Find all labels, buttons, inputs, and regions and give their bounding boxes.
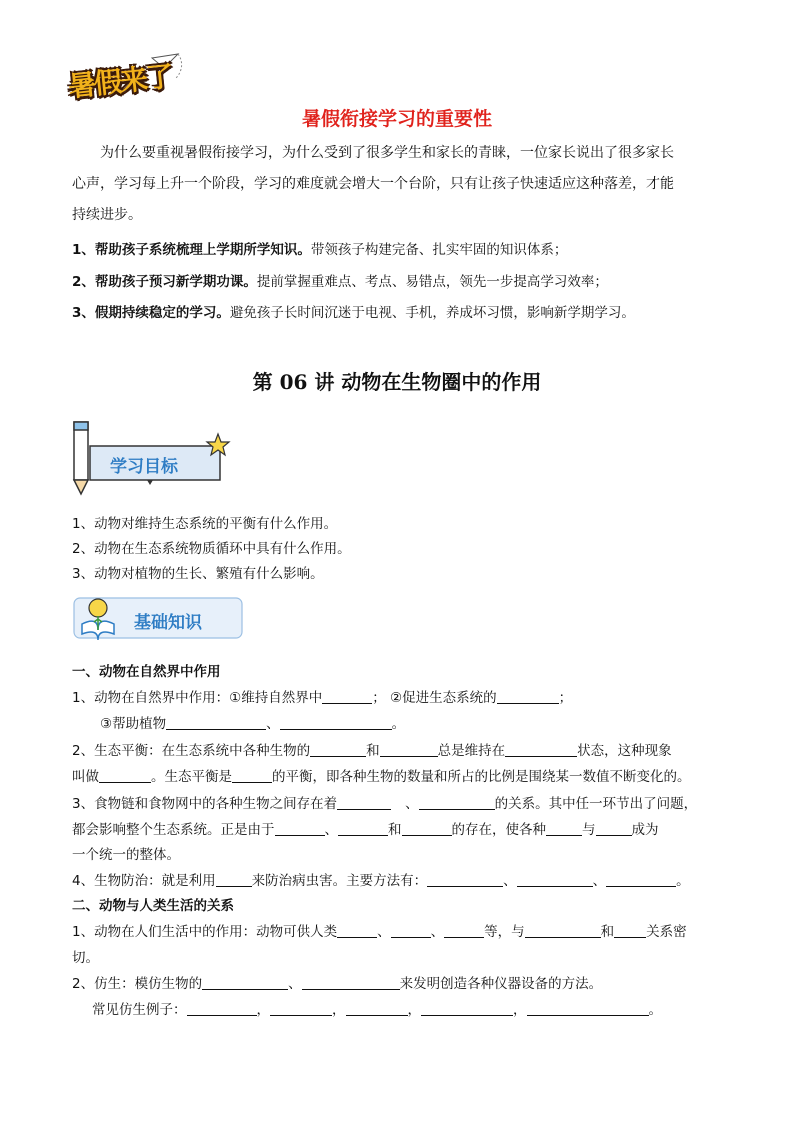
text: 1、动物在人们生活中的作用：动物可供人类 [72,924,338,940]
text: 3、食物链和食物网中的各种生物之间存在着 [72,796,338,812]
blank[interactable] [606,872,676,887]
text: ， [407,1002,421,1018]
text: 2、生态平衡：在生态系统中各种生物的 [72,743,311,759]
blank[interactable] [546,821,582,836]
text: 成为 [631,822,659,838]
point-2-text: 提前掌握重难点、考点、易错点，领先一步提高学习效率； [256,274,608,290]
text: 、 [377,924,391,940]
blank[interactable] [497,689,559,704]
blank[interactable] [232,768,272,783]
s1-line-8 [72,869,722,889]
blank[interactable] [338,821,388,836]
blank[interactable] [337,923,377,938]
goal-item-1: 1、动物对维持生态系统的平衡有什么作用。 [72,516,338,532]
goals-label: 学习目标 [110,457,178,477]
text: ； ②促进生态系统的 [372,690,497,706]
text: 和 [388,822,402,838]
intro-line-3: 持续进步。 [72,207,142,223]
blank[interactable] [525,923,601,938]
point-1-text: 带领孩子构建完备、扎实牢固的知识体系； [310,242,568,258]
blank[interactable] [99,768,151,783]
blank[interactable] [517,872,593,887]
text: 的关系。其中任一环节出了问题， [494,796,698,812]
point-1-bold: 1、帮助孩子系统梳理上学期所学知识。 [72,242,311,258]
blank[interactable] [302,975,400,990]
point-2 [72,270,722,290]
goal-item-2: 2、动物在生态系统物质循环中具有什么作用。 [72,541,351,557]
blank[interactable] [337,795,391,810]
blank[interactable] [444,923,484,938]
intro-line-2: 心声，学习每上升一个阶段，学习的难度就会增大一个台阶，只有让孩子快速适应这种落差，才能 [72,176,674,192]
text: 、 [592,873,607,889]
blank[interactable] [275,821,325,836]
text: 的存在，使各种 [451,822,546,838]
point-3-text: 避免孩子长时间沉迷于电视、手机，养成坏习惯，影响新学期学习。 [229,305,635,321]
goal-item-3: 3、动物对植物的生长、繁殖有什么影响。 [72,566,324,582]
s1-line-2 [100,712,750,732]
blank[interactable] [322,689,372,704]
text: ， [513,1002,527,1018]
text: ， [256,1002,270,1018]
text: 关系密 [646,924,687,940]
s2-line-4 [92,998,742,1018]
blank[interactable] [310,742,366,757]
blank[interactable] [216,872,252,887]
text: 状态，这种现象 [577,743,672,759]
lecture-title: 第 06 讲 动物在生物圈中的作用 [252,370,542,394]
point-3 [72,301,722,321]
intro-paragraph [72,138,722,231]
text: 、 [324,822,338,838]
section-1-title: 一、动物在自然界中作用 [72,664,221,680]
basics-label: 基础知识 [134,613,202,633]
text: 4、生物防治：就是利用 [72,873,216,889]
text: 与 [582,822,596,838]
text: 、 [503,873,517,889]
text: 等，与 [484,924,525,940]
text: 。生态平衡是 [151,769,232,785]
text: 和 [366,743,380,759]
blank[interactable] [421,1001,513,1016]
s1-line-5 [72,792,722,812]
blank[interactable] [280,715,392,730]
text: ； [558,690,573,706]
point-3-bold: 3、假期持续稳定的学习。 [72,305,230,321]
text: 都会影响整个生态系统。正是由于 [72,822,275,838]
text: 叫做 [72,769,99,785]
text: 来发明创造各种仪器设备的方法。 [399,976,603,992]
s1-line-6 [72,818,722,838]
s1-line-3 [72,739,722,759]
blank[interactable] [346,1001,408,1016]
s1-line-7: 一个统一的整体。 [72,847,180,863]
text: 来防治病虫害。主要方法有： [251,873,428,889]
text: ， [332,1002,346,1018]
text: 、 [288,976,302,992]
goals-badge [68,418,236,496]
section-2-title: 二、动物与人类生活的关系 [72,898,234,914]
text: 、 [266,716,280,732]
text: 。 [648,1002,662,1018]
page-title: 暑假衔接学习的重要性 [301,108,492,130]
s2-line-2: 切。 [72,950,99,966]
blank[interactable] [202,975,288,990]
blank[interactable] [166,715,266,730]
blank[interactable] [270,1001,332,1016]
blank[interactable] [187,1001,257,1016]
text: 、 [430,924,445,940]
text: 。 [676,873,690,889]
text: 常见仿生例子： [92,1002,187,1018]
blank[interactable] [427,872,503,887]
point-2-bold: 2、帮助孩子预习新学期功课。 [72,274,257,290]
s2-line-1 [72,920,722,940]
text: 的平衡，即各种生物的数量和所占的比例是围绕某一数值不断变化的。 [272,769,691,785]
basics-badge [72,594,244,642]
text: 2、仿生：模仿生物的 [72,976,203,992]
text: ③帮助植物 [100,716,167,732]
s1-line-1 [72,686,722,706]
logo-text: 暑假来了 [66,59,174,104]
text: 和 [600,924,615,940]
s2-line-3 [72,972,722,992]
text: 总是维持在 [437,743,506,759]
intro-line-1: 为什么要重视暑假衔接学习，为什么受到了很多学生和家长的青睐，一位家长说出了很多家长 [100,145,674,161]
blank[interactable] [527,1001,649,1016]
blank[interactable] [614,923,646,938]
s1-line-4 [72,765,722,785]
blank[interactable] [596,821,632,836]
text: 。 [391,716,406,732]
text: 、 [405,796,419,812]
text: 1、动物在自然界中作用：①维持自然界中 [72,690,323,706]
blank[interactable] [505,742,577,757]
point-1 [72,238,722,258]
blank[interactable] [419,795,495,810]
blank[interactable] [391,923,431,938]
blank[interactable] [402,821,452,836]
blank[interactable] [380,742,438,757]
